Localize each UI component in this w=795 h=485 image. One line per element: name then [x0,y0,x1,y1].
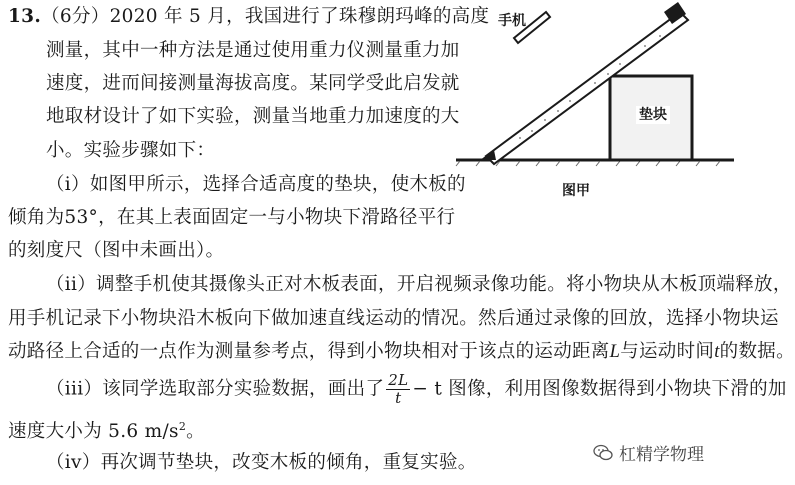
phone-label: 手机 [498,13,526,29]
fraction-2L-over-t [386,372,410,407]
step2-line-3-text: 动路径上合适的一点作为测量参考点，得到小物块相对于该点的运动距离 [8,341,610,362]
intro-line-2: 测量，其中一种方法是通过使用重力仪测量重力加 [46,40,460,61]
watermark [593,440,704,465]
intro-line-5: 小。实验步骤如下： [46,140,216,161]
problem-score: （6分） [41,6,110,27]
intro-line-3: 速度，进而间接测量海拔高度。某同学受此启发就 [46,73,460,94]
problem-number: 13. [8,6,42,27]
step1-line-2: 倾角为53°，在其上表面固定一与小物块下滑路径平行 [8,207,456,228]
figure-caption: 图甲 [562,183,590,199]
intro-line-4: 地取材设计了如下实验，测量当地重力加速度的大 [46,106,460,127]
var-t: t [714,342,720,362]
intro-line-1: 2020 年 5 月，我国进行了珠穆朗玛峰的高度 [109,6,490,27]
fraction-numerator: 2L [388,371,409,389]
problem-line-1 [8,4,489,30]
step3-line-2 [8,414,205,445]
block-label: 垫块 [636,106,670,124]
step2-line-2: 用手机记录下小物块沿木板向下做加速直线运动的情况。然后通过录像的回放，选择小物块运 [8,308,779,329]
watermark-text: 杠精学物理 [619,445,704,465]
step1-line-1: （i）如图甲所示，选择合适高度的垫块，使木板的 [46,174,466,195]
var-L: L [609,342,621,362]
step3-line2-end: 。 [186,421,205,443]
step3-after: − t 图像，利用图像数据得到小物块下滑的加 [412,378,787,400]
step3-line-1 [46,372,787,407]
step2-line-3 [8,339,795,365]
step1-line-3: 的刻度尺（图中未画出）。 [8,240,225,261]
step3-line2-text: 速度大小为 5.6 m/s [8,421,179,443]
fraction-denominator: t [395,389,402,407]
step2-end: 的数据。 [719,341,795,362]
wechat-icon [593,444,613,462]
step2-line-1: （ii）调整手机使其摄像头正对木板表面，开启视频录像功能。将小物块从木板顶端释放， [46,274,792,295]
step3-start: （iii）该同学选取部分实验数据，画出了 [46,378,385,400]
step2-mid: 与运动时间 [620,341,715,362]
exponent: 2 [178,420,187,433]
figure-incline-diagram [450,0,740,200]
board-pivot [480,150,496,160]
step4-line: （iv）再次调节垫块，改变木板的倾角，重复实验。 [46,452,477,473]
